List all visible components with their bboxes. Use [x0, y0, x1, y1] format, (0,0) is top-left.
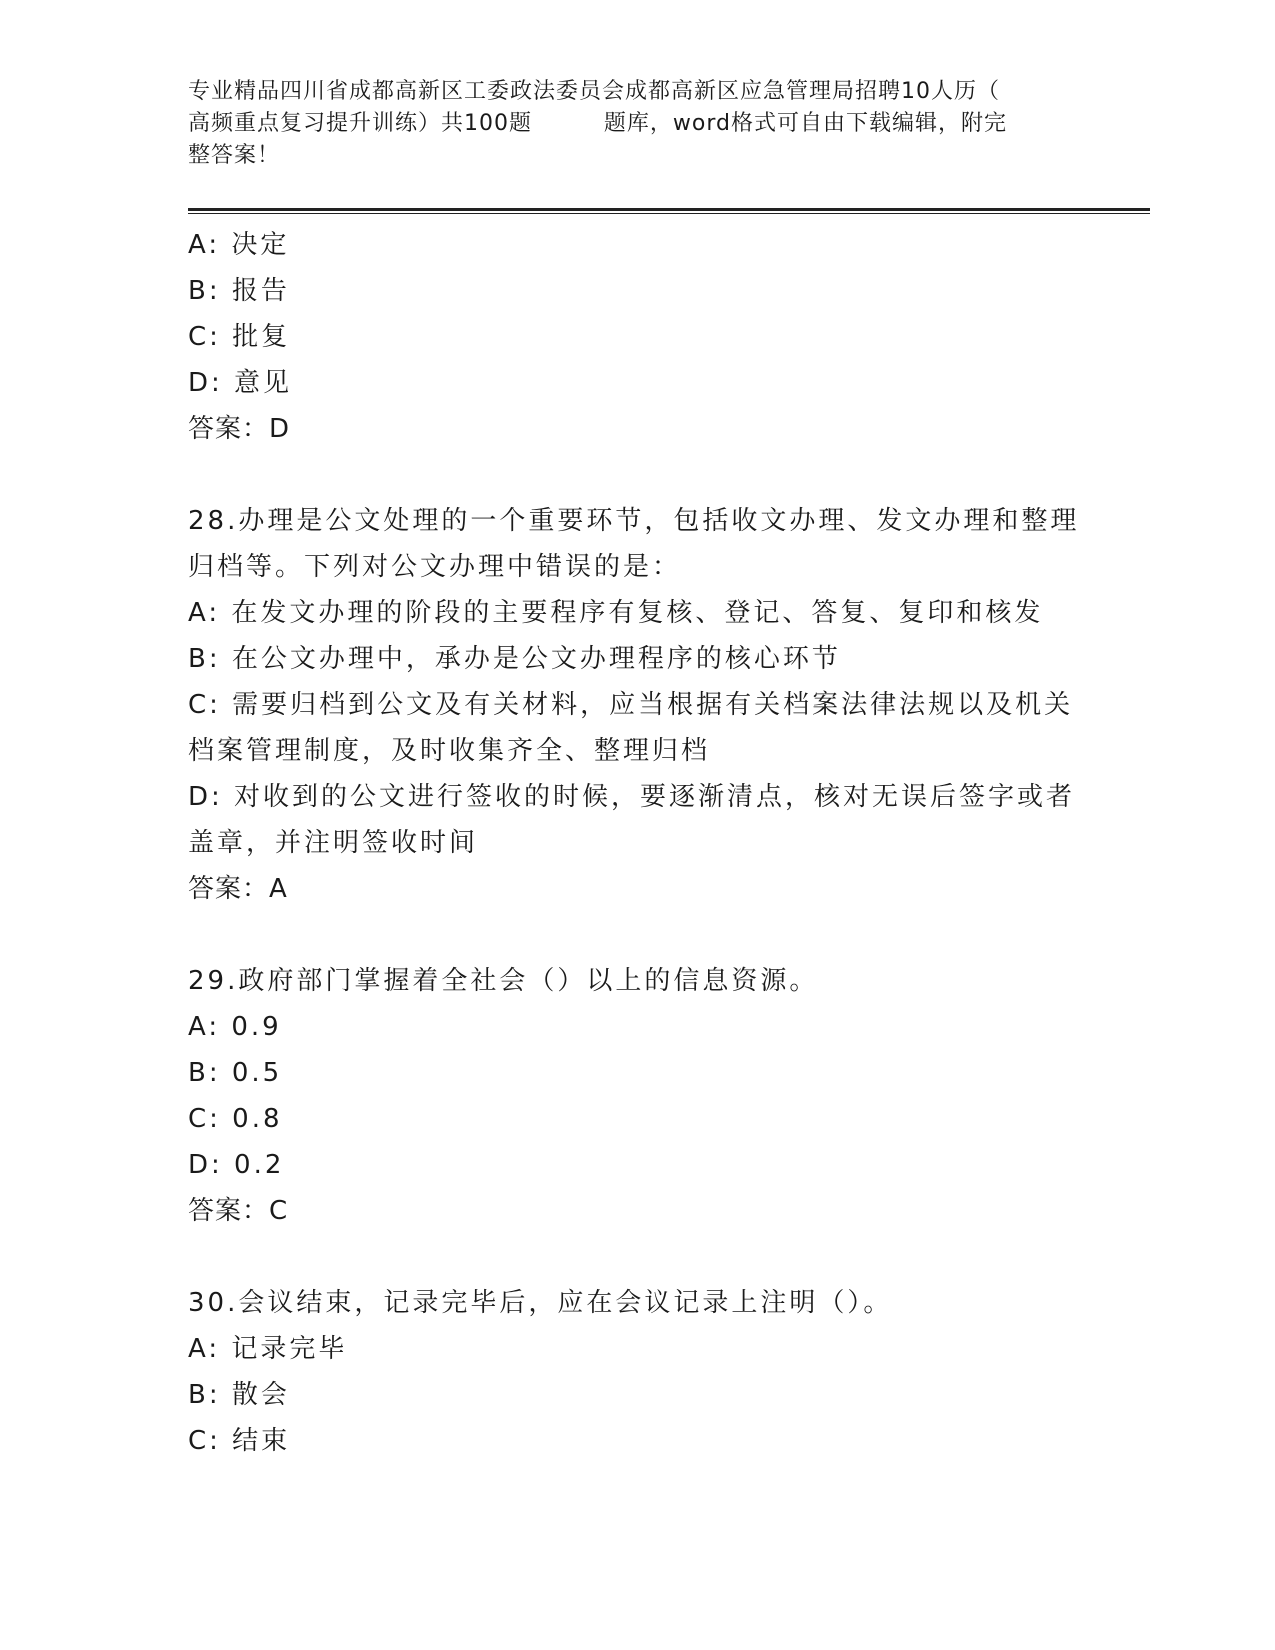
- option-d: D: 对收到的公文进行签收的时候，要逐渐清点，核对无误后签字或者: [188, 782, 1076, 812]
- document-header: [188, 76, 1068, 172]
- question-29: [188, 958, 1088, 1234]
- question-content: [188, 222, 1088, 1464]
- header-line: 专业精品四川省成都高新区工委政法委员会成都高新区应急管理局招聘10人历（: [188, 79, 1000, 104]
- question-27-options: [188, 222, 1088, 452]
- answer: 答案：A: [188, 874, 288, 904]
- option-d: D: 意见: [188, 368, 293, 398]
- option-a: A: 在发文办理的阶段的主要程序有复核、登记、答复、复印和核发: [188, 598, 1044, 628]
- question-28: [188, 498, 1088, 912]
- option-b: B: 散会: [188, 1380, 290, 1410]
- question-30: [188, 1280, 1088, 1464]
- answer: 答案：D: [188, 414, 291, 444]
- option-d-continued: 盖章，并注明签收时间: [188, 828, 479, 858]
- option-a: A: 记录完毕: [188, 1334, 348, 1364]
- header-line: 高频重点复习提升训练）共100题 题库，word格式可自由下载编辑，附完: [188, 111, 1008, 136]
- option-a: A: 决定: [188, 230, 290, 260]
- header-divider: [188, 208, 1150, 214]
- option-a: A: 0.9: [188, 1012, 282, 1042]
- option-b: B: 报告: [188, 276, 290, 306]
- option-b: B: 在公文办理中，承办是公文办理程序的核心环节: [188, 644, 841, 674]
- option-c: C: 批复: [188, 322, 291, 352]
- answer: 答案：C: [188, 1196, 289, 1226]
- header-line: 整答案！: [188, 143, 281, 168]
- option-c-continued: 档案管理制度，及时收集齐全、整理归档: [188, 736, 711, 766]
- question-text: 归档等。下列对公文办理中错误的是：: [188, 552, 682, 582]
- option-c: C: 需要归档到公文及有关材料，应当根据有关档案法律法规以及机关: [188, 690, 1074, 720]
- option-c: C: 0.8: [188, 1104, 283, 1134]
- question-text: 29.政府部门掌握着全社会（）以上的信息资源。: [188, 966, 819, 996]
- option-c: C: 结束: [188, 1426, 291, 1456]
- question-text: 28.办理是公文处理的一个重要环节，包括收文办理、发文办理和整理: [188, 506, 1080, 536]
- option-d: D: 0.2: [188, 1150, 285, 1180]
- option-b: B: 0.5: [188, 1058, 283, 1088]
- question-text: 30.会议结束，记录完毕后，应在会议记录上注明（）。: [188, 1288, 893, 1318]
